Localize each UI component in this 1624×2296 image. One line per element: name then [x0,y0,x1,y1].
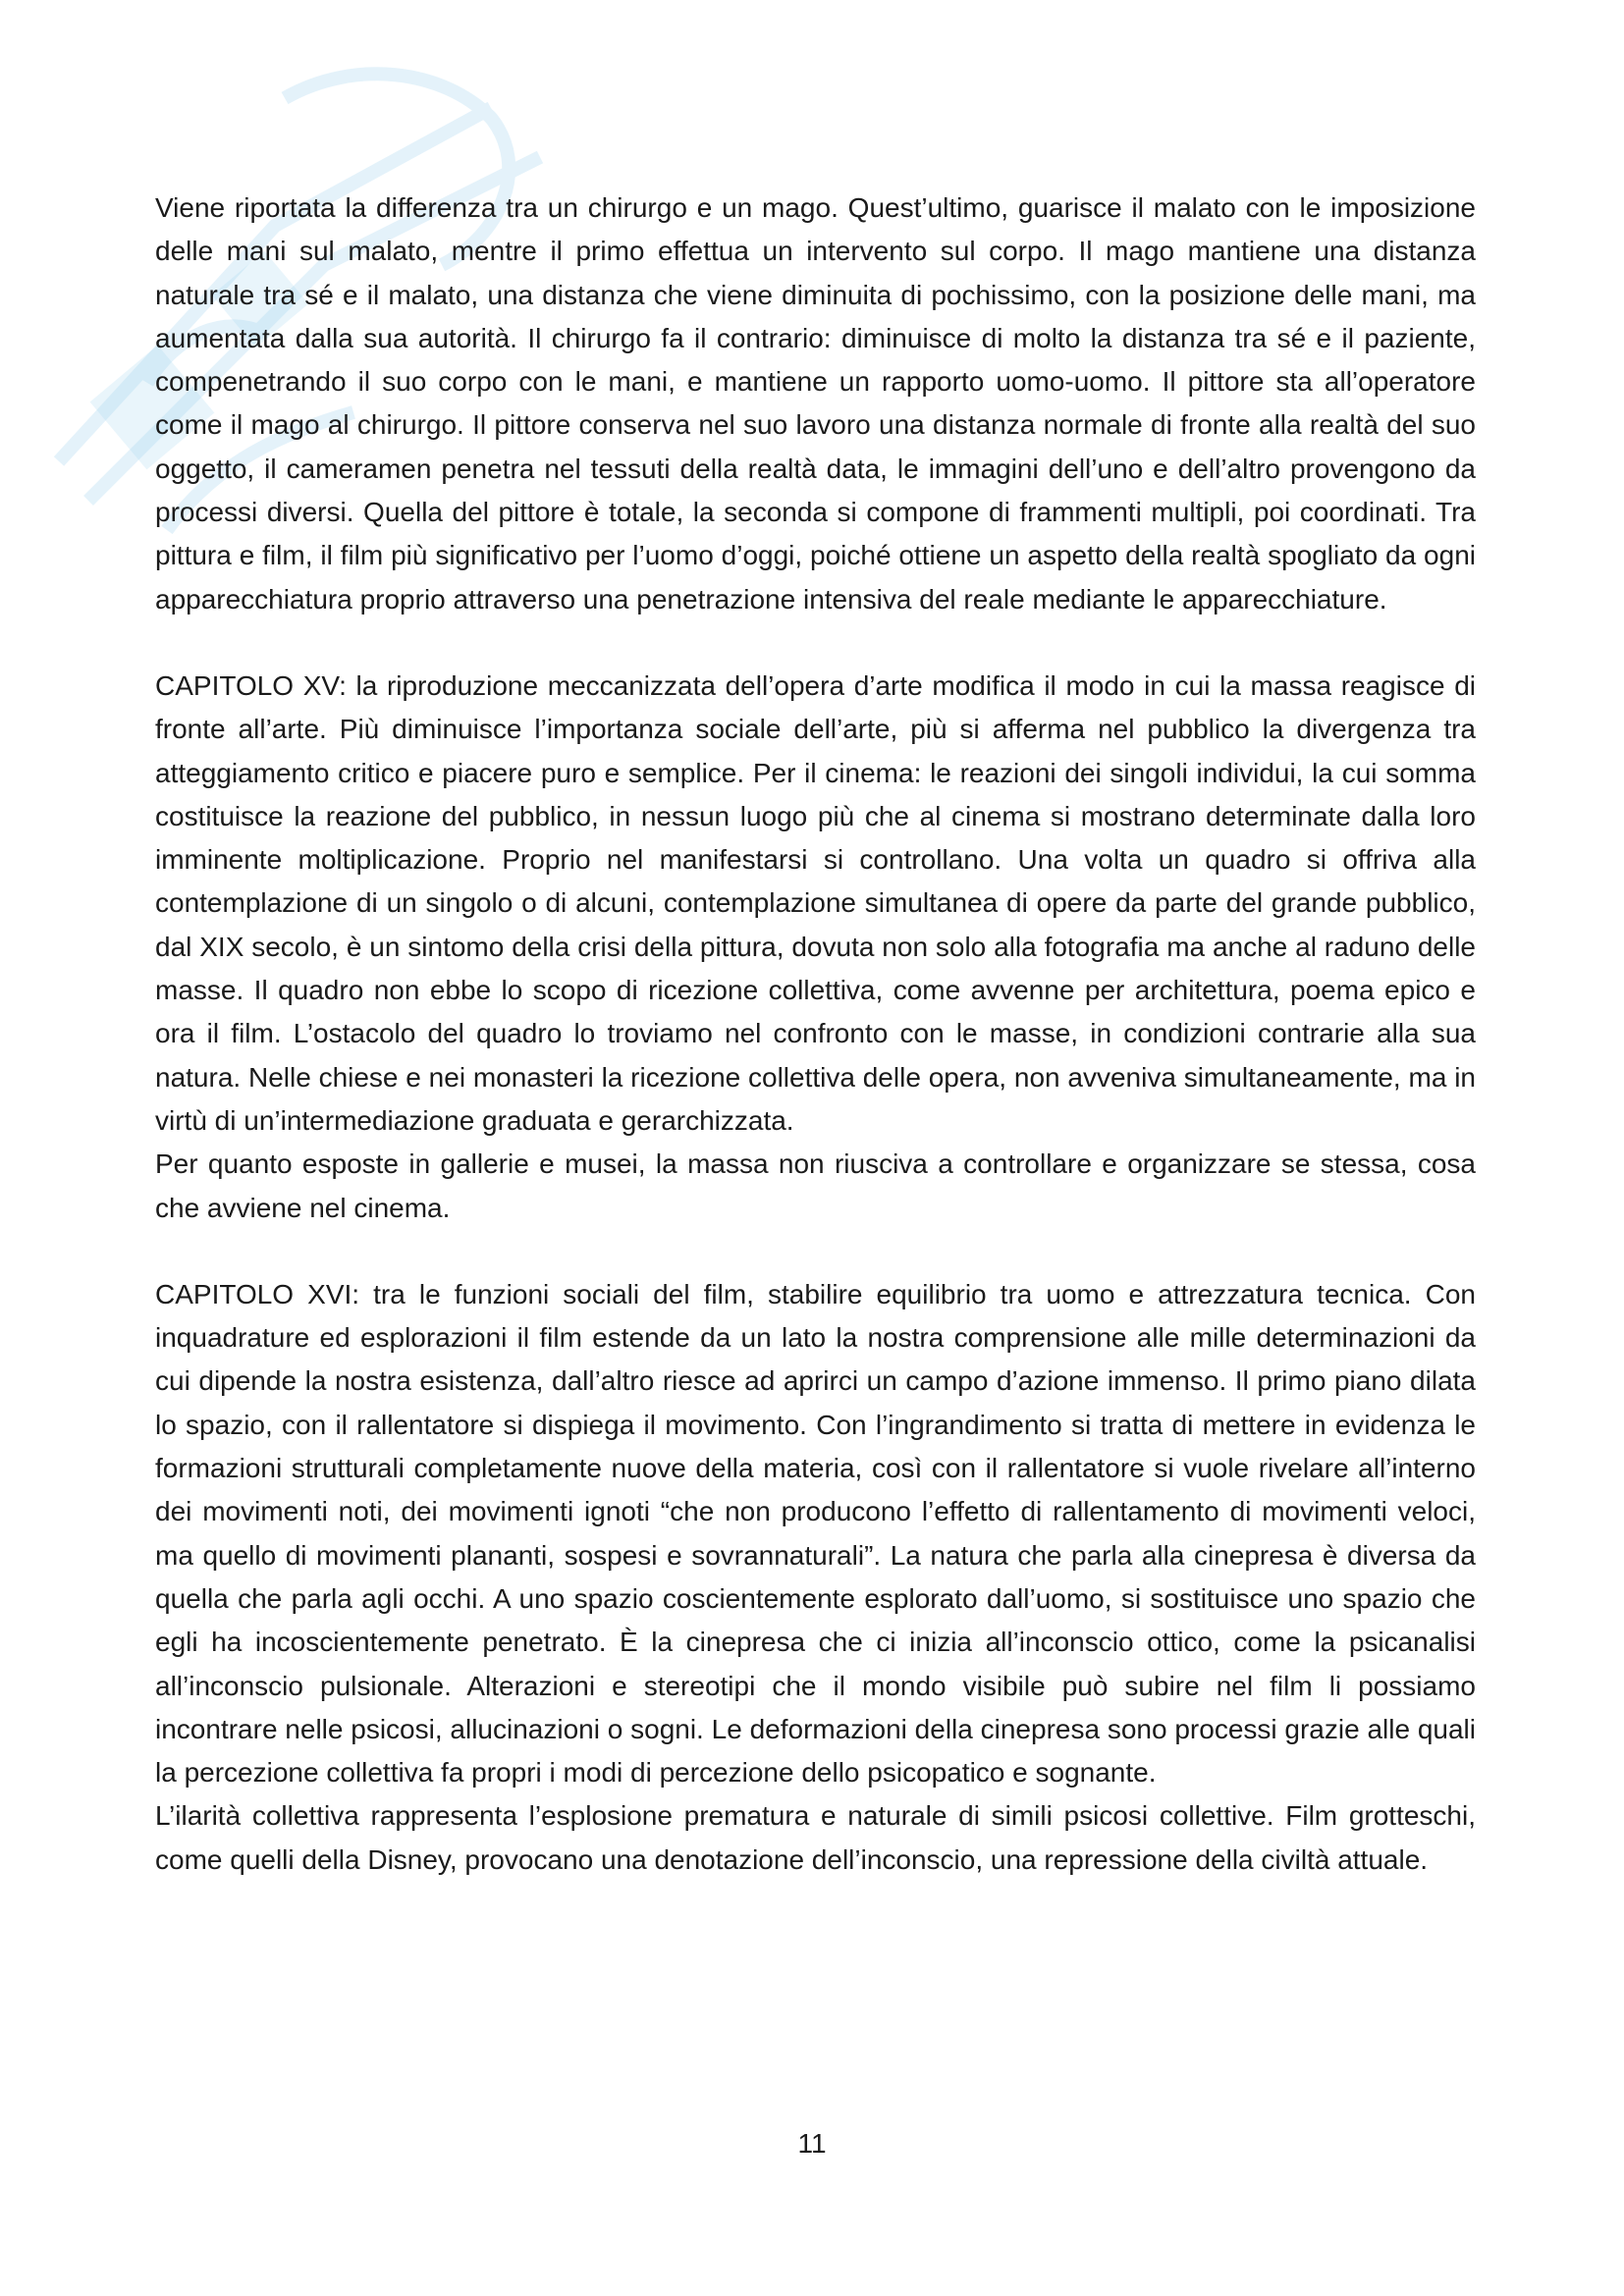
page-number: 11 [797,2128,827,2159]
paragraph-gallerie-musei: Per quanto esposte in gallerie e musei, la massa non riusciva a controllare e organizzare se stessa, cosa che avviene nel cinema. [155,1148,1476,1223]
document-body [155,187,1476,1882]
paragraph-ilarita-collettiva: L’ilarità collettiva rappresenta l’esplosione prematura e naturale di simili psicosi collettive. Film grotteschi, come quelli della Disney, provocano una denotazione dell’inconscio, una repressione della civiltà attuale. [155,1800,1476,1875]
paragraph-capitolo-xvi: CAPITOLO XVI: tra le funzioni sociali del film, stabilire equilibrio tra uomo e attrezzatura tecnica. Con inquadrature ed esplorazioni il film estende da un lato la nostra comprensione alle mille determinazioni da cui dipende la nostra esistenza, dall’altro riesce ad aprirci un campo d’azione immenso. Il primo piano dilata lo spazio, con il rallentatore si dispiega il movimento. Con l’ingrandimento si tratta di mettere in evidenza le formazioni strutturali completamente nuove della materia, così con il rallentatore si vuole rivelare all’interno dei movimenti noti, dei movimenti ignoti “che non producono l’effetto di rallentamento di movimenti veloci, ma quello di movimenti plananti, sospesi e sovrannaturali”. La natura che parla alla cinepresa è diversa da quella che parla agli occhi. A uno spazio coscientemente esplorato dall’uomo, si sostituisce uno spazio che egli ha incoscientemente penetrato. È la cinepresa che ci inizia all’inconscio ottico, come la psicanalisi all’inconscio pulsionale. Alterazioni e stereotipi che il mondo visibile può subire nel film li possiamo incontrare nelle psicosi, allucinazioni o sogni. Le deformazioni della cinepresa sono processi grazie alle quali la percezione collettiva fa propri i modi di percezione dello psicopatico e sognante. [155,1278,1476,1789]
paragraph-capitolo-xv: CAPITOLO XV: la riproduzione meccanizzata dell’opera d’arte modifica il modo in cui la massa reagisce di fronte all’arte. Più diminuisce l’importanza sociale dell’arte, più si afferma nel pubblico la divergenza tra atteggiamento critico e piacere puro e semplice. Per il cinema: le reazioni dei singoli individui, la cui somma costituisce la reazione del pubblico, in nessun luogo più che al cinema si mostrano determinate dalla loro imminente moltiplicazione. Proprio nel manifestarsi si controllano. Una volta un quadro si offriva alla contemplazione di un singolo o di alcuni, contemplazione simultanea di opere da parte del grande pubblico, dal XIX secolo, è un sintomo della crisi della pittura, dovuta non solo alla fotografia ma anche al raduno delle masse. Il quadro non ebbe lo scopo di ricezione collettiva, come avvenne per architettura, poema epico e ora il film. L’ostacolo del quadro lo troviamo nel confronto con le masse, in condizioni contrarie alla sua natura. Nelle chiese e nei monasteri la ricezione collettiva delle opera, non avveniva simultaneamente, ma in virtù di un’intermediazione graduata e gerarchizzata. [155,669,1476,1136]
paragraph-mago-chirurgo: Viene riportata la differenza tra un chirurgo e un mago. Quest’ultimo, guarisce il malato con le imposizione delle mani sul malato, mentre il primo effettua un intervento sul corpo. Il mago mantiene una distanza naturale tra sé e il malato, una distanza che viene diminuita di pochissimo, con la posizione delle mani, ma aumentata dalla sua autorità. Il chirurgo fa il contrario: diminuisce di molto la distanza tra sé e il paziente, compenetrando il suo corpo con le mani, e mantiene un rapporto uomo-uomo. Il pittore sta all’operatore come il mago al chirurgo. Il pittore conserva nel suo lavoro una distanza normale di fronte alla realtà del suo oggetto, il cameramen penetra nel tessuti della realtà data, le immagini dell’uno e dell’altro provengono da processi diversi. Quella del pittore è totale, la seconda si compone di frammenti multipli, poi coordinati. Tra pittura e film, il film più significativo per l’uomo d’oggi, poiché ottiene un aspetto della realtà spogliato da ogni apparecchiatura proprio attraverso una penetrazione intensiva del reale mediante le apparecchiature. [155,192,1476,614]
